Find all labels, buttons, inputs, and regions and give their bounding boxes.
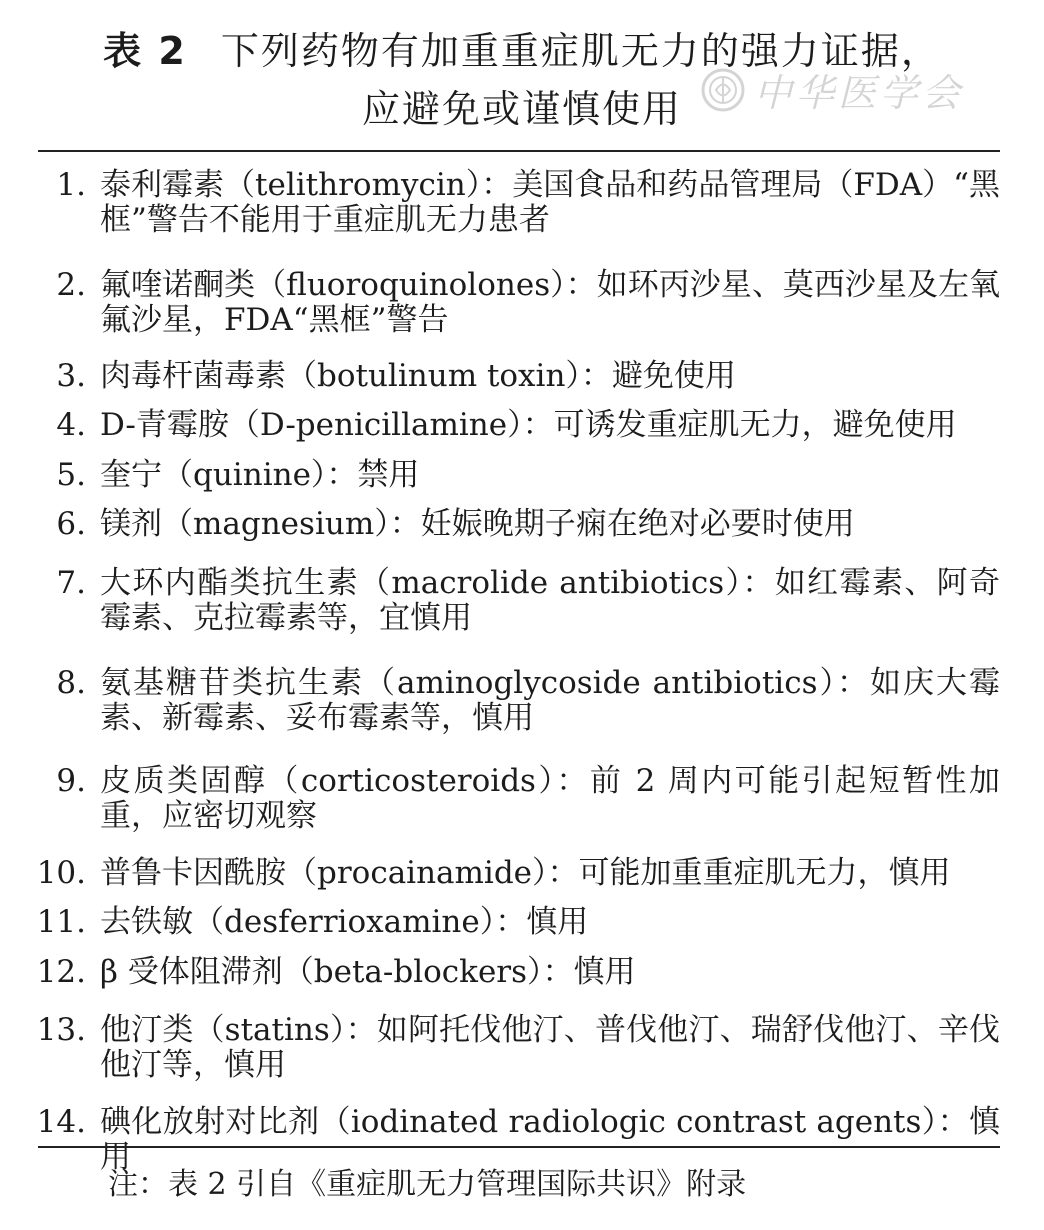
watermark: [700, 62, 964, 117]
table-footnote: 注：表 2 引自《重症肌无力管理国际共识》附录: [108, 1167, 747, 1202]
item-number: 13.: [36, 1012, 86, 1048]
item-number: 5.: [56, 457, 86, 493]
item-number: 3.: [56, 358, 86, 394]
item-number: 1.: [56, 167, 86, 203]
table-title-line-2: 应避免或谨慎使用: [361, 87, 682, 131]
item-text: 大环内酯类抗生素（macrolide antibiotics）：如红霉素、阿奇霉素、克拉霉素等，宜慎用: [100, 565, 1000, 636]
item-number: 10.: [36, 855, 86, 891]
item-number: 4.: [56, 407, 86, 443]
item-text: 去铁敏（desferrioxamine）：慎用: [100, 904, 589, 940]
table-bottom-rule: [38, 1146, 1000, 1148]
item-text: 氟喹诺酮类（fluoroquinolones）：如环丙沙星、莫西沙星及左氧氟沙星，FDA“黑框”警告: [100, 267, 1000, 338]
item-text: 他汀类（statins）：如阿托伐他汀、普伐他汀、瑞舒伐他汀、辛伐他汀等，慎用: [100, 1012, 1000, 1083]
item-text: 皮质类固醇（corticosteroids）：前 2 周内可能引起短暂性加重，应密切观察: [100, 763, 1000, 834]
item-number: 2.: [56, 267, 86, 303]
item-number: 9.: [56, 763, 86, 799]
table-top-rule: [38, 150, 1000, 152]
item-text: 碘化放射对比剂（iodinated radiologic contrast agents）：慎用: [100, 1104, 1000, 1175]
item-text: 镁剂（magnesium）：妊娠晚期子痫在绝对必要时使用: [100, 506, 855, 542]
item-number: 6.: [56, 506, 86, 542]
society-seal-icon: [700, 67, 746, 113]
item-text: 肉毒杆菌毒素（botulinum toxin）：避免使用: [100, 358, 736, 394]
item-number: 8.: [56, 665, 86, 701]
item-number: 14.: [36, 1104, 86, 1140]
item-text: 泰利霉素（telithromycin）：美国食品和药品管理局（FDA）“黑框”警告不能用于重症肌无力患者: [100, 167, 1000, 238]
item-text: β 受体阻滞剂（beta-blockers）：慎用: [100, 954, 636, 990]
table-title-text-1: 下列药物有加重重症肌无力的强力证据，: [220, 29, 941, 73]
watermark-text: 中华医学会: [754, 71, 965, 115]
table-label: 表 2: [103, 29, 187, 73]
item-text: 普鲁卡因酰胺（procainamide）：可能加重重症肌无力，慎用: [100, 855, 951, 891]
item-number: 12.: [36, 954, 86, 990]
item-text: 奎宁（quinine）：禁用: [100, 457, 420, 493]
item-text: 氨基糖苷类抗生素（aminoglycoside antibiotics）：如庆大霉素、新霉素、妥布霉素等，慎用: [100, 665, 1000, 736]
item-text: D-青霉胺（D-penicillamine）：可诱发重症肌无力，避免使用: [100, 407, 957, 443]
item-number: 11.: [36, 904, 86, 940]
item-number: 7.: [56, 565, 86, 601]
